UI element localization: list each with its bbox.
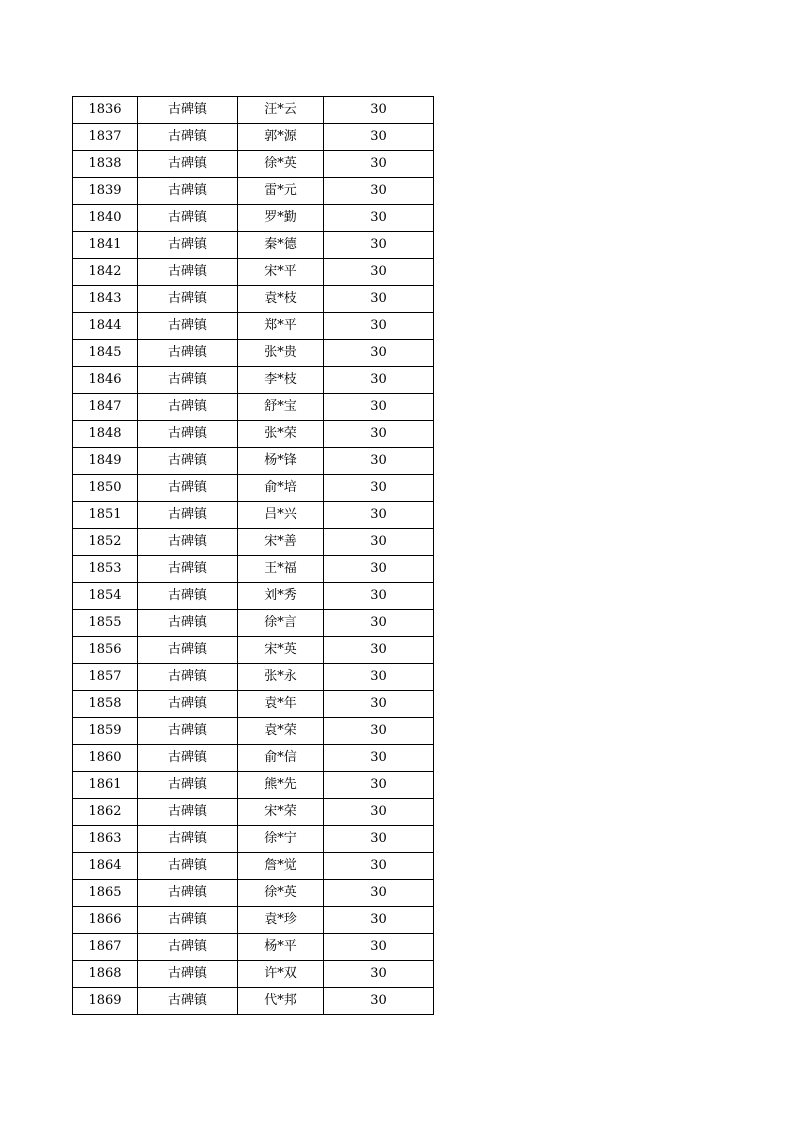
- person-name-cell: 俞*培: [238, 475, 324, 502]
- row-number-cell: 1849: [73, 448, 138, 475]
- town-cell: 古碑镇: [138, 961, 238, 988]
- table-row: [73, 475, 434, 502]
- town-cell: 古碑镇: [138, 259, 238, 286]
- table-row: [73, 718, 434, 745]
- town-cell: 古碑镇: [138, 421, 238, 448]
- town-cell: 古碑镇: [138, 205, 238, 232]
- town-cell: 古碑镇: [138, 475, 238, 502]
- table-row: [73, 502, 434, 529]
- town-cell: 古碑镇: [138, 691, 238, 718]
- town-cell: 古碑镇: [138, 907, 238, 934]
- town-cell: 古碑镇: [138, 799, 238, 826]
- town-cell: 古碑镇: [138, 286, 238, 313]
- amount-cell: 30: [324, 529, 434, 556]
- table-row: [73, 448, 434, 475]
- town-cell: 古碑镇: [138, 853, 238, 880]
- row-number-cell: 1850: [73, 475, 138, 502]
- amount-cell: 30: [324, 124, 434, 151]
- town-cell: 古碑镇: [138, 340, 238, 367]
- town-cell: 古碑镇: [138, 556, 238, 583]
- table-row: [73, 664, 434, 691]
- person-name-cell: 徐*言: [238, 610, 324, 637]
- table-row: [73, 97, 434, 124]
- town-cell: 古碑镇: [138, 718, 238, 745]
- person-name-cell: 刘*秀: [238, 583, 324, 610]
- person-name-cell: 杨*平: [238, 934, 324, 961]
- person-name-cell: 许*双: [238, 961, 324, 988]
- table-row: [73, 907, 434, 934]
- row-number-cell: 1847: [73, 394, 138, 421]
- amount-cell: 30: [324, 421, 434, 448]
- amount-cell: 30: [324, 853, 434, 880]
- row-number-cell: 1856: [73, 637, 138, 664]
- row-number-cell: 1854: [73, 583, 138, 610]
- table-row: [73, 637, 434, 664]
- person-name-cell: 张*荣: [238, 421, 324, 448]
- amount-cell: 30: [324, 97, 434, 124]
- person-name-cell: 袁*枝: [238, 286, 324, 313]
- amount-cell: 30: [324, 637, 434, 664]
- amount-cell: 30: [324, 745, 434, 772]
- town-cell: 古碑镇: [138, 313, 238, 340]
- row-number-cell: 1848: [73, 421, 138, 448]
- town-cell: 古碑镇: [138, 934, 238, 961]
- town-cell: 古碑镇: [138, 394, 238, 421]
- person-name-cell: 袁*荣: [238, 718, 324, 745]
- amount-cell: 30: [324, 367, 434, 394]
- town-cell: 古碑镇: [138, 880, 238, 907]
- row-number-cell: 1866: [73, 907, 138, 934]
- amount-cell: 30: [324, 583, 434, 610]
- amount-cell: 30: [324, 799, 434, 826]
- person-name-cell: 代*邦: [238, 988, 324, 1015]
- roster-table: [72, 96, 434, 1015]
- table-row: [73, 340, 434, 367]
- person-name-cell: 王*福: [238, 556, 324, 583]
- person-name-cell: 宋*荣: [238, 799, 324, 826]
- row-number-cell: 1838: [73, 151, 138, 178]
- person-name-cell: 张*永: [238, 664, 324, 691]
- row-number-cell: 1840: [73, 205, 138, 232]
- table-row: [73, 853, 434, 880]
- amount-cell: 30: [324, 961, 434, 988]
- row-number-cell: 1846: [73, 367, 138, 394]
- town-cell: 古碑镇: [138, 151, 238, 178]
- person-name-cell: 袁*珍: [238, 907, 324, 934]
- amount-cell: 30: [324, 178, 434, 205]
- row-number-cell: 1869: [73, 988, 138, 1015]
- row-number-cell: 1836: [73, 97, 138, 124]
- table-row: [73, 286, 434, 313]
- amount-cell: 30: [324, 394, 434, 421]
- person-name-cell: 徐*英: [238, 880, 324, 907]
- town-cell: 古碑镇: [138, 664, 238, 691]
- person-name-cell: 郑*平: [238, 313, 324, 340]
- table-row: [73, 259, 434, 286]
- table-row: [73, 313, 434, 340]
- row-number-cell: 1839: [73, 178, 138, 205]
- table-row: [73, 205, 434, 232]
- table-row: [73, 529, 434, 556]
- row-number-cell: 1859: [73, 718, 138, 745]
- row-number-cell: 1864: [73, 853, 138, 880]
- amount-cell: 30: [324, 907, 434, 934]
- table-row: [73, 745, 434, 772]
- row-number-cell: 1841: [73, 232, 138, 259]
- row-number-cell: 1867: [73, 934, 138, 961]
- amount-cell: 30: [324, 718, 434, 745]
- amount-cell: 30: [324, 691, 434, 718]
- row-number-cell: 1852: [73, 529, 138, 556]
- town-cell: 古碑镇: [138, 529, 238, 556]
- row-number-cell: 1842: [73, 259, 138, 286]
- town-cell: 古碑镇: [138, 826, 238, 853]
- town-cell: 古碑镇: [138, 367, 238, 394]
- table-row: [73, 151, 434, 178]
- person-name-cell: 张*贵: [238, 340, 324, 367]
- amount-cell: 30: [324, 151, 434, 178]
- town-cell: 古碑镇: [138, 637, 238, 664]
- table-row: [73, 124, 434, 151]
- person-name-cell: 吕*兴: [238, 502, 324, 529]
- table-row: [73, 691, 434, 718]
- person-name-cell: 熊*先: [238, 772, 324, 799]
- person-name-cell: 袁*年: [238, 691, 324, 718]
- table-row: [73, 178, 434, 205]
- amount-cell: 30: [324, 448, 434, 475]
- row-number-cell: 1844: [73, 313, 138, 340]
- person-name-cell: 宋*英: [238, 637, 324, 664]
- row-number-cell: 1862: [73, 799, 138, 826]
- person-name-cell: 罗*勤: [238, 205, 324, 232]
- row-number-cell: 1860: [73, 745, 138, 772]
- row-number-cell: 1845: [73, 340, 138, 367]
- amount-cell: 30: [324, 205, 434, 232]
- person-name-cell: 汪*云: [238, 97, 324, 124]
- town-cell: 古碑镇: [138, 97, 238, 124]
- amount-cell: 30: [324, 988, 434, 1015]
- table-row: [73, 583, 434, 610]
- row-number-cell: 1837: [73, 124, 138, 151]
- table-row: [73, 826, 434, 853]
- town-cell: 古碑镇: [138, 448, 238, 475]
- amount-cell: 30: [324, 475, 434, 502]
- person-name-cell: 舒*宝: [238, 394, 324, 421]
- table-row: [73, 880, 434, 907]
- row-number-cell: 1858: [73, 691, 138, 718]
- amount-cell: 30: [324, 259, 434, 286]
- row-number-cell: 1853: [73, 556, 138, 583]
- amount-cell: 30: [324, 313, 434, 340]
- person-name-cell: 俞*信: [238, 745, 324, 772]
- town-cell: 古碑镇: [138, 745, 238, 772]
- table-row: [73, 961, 434, 988]
- amount-cell: 30: [324, 664, 434, 691]
- person-name-cell: 徐*宁: [238, 826, 324, 853]
- town-cell: 古碑镇: [138, 232, 238, 259]
- amount-cell: 30: [324, 340, 434, 367]
- amount-cell: 30: [324, 934, 434, 961]
- person-name-cell: 杨*锋: [238, 448, 324, 475]
- town-cell: 古碑镇: [138, 502, 238, 529]
- table-row: [73, 232, 434, 259]
- amount-cell: 30: [324, 556, 434, 583]
- amount-cell: 30: [324, 286, 434, 313]
- table-row: [73, 988, 434, 1015]
- table-row: [73, 394, 434, 421]
- table-row: [73, 772, 434, 799]
- town-cell: 古碑镇: [138, 178, 238, 205]
- amount-cell: 30: [324, 610, 434, 637]
- row-number-cell: 1863: [73, 826, 138, 853]
- row-number-cell: 1868: [73, 961, 138, 988]
- row-number-cell: 1857: [73, 664, 138, 691]
- amount-cell: 30: [324, 826, 434, 853]
- person-name-cell: 郭*源: [238, 124, 324, 151]
- person-name-cell: 宋*善: [238, 529, 324, 556]
- person-name-cell: 李*枝: [238, 367, 324, 394]
- amount-cell: 30: [324, 772, 434, 799]
- person-name-cell: 秦*德: [238, 232, 324, 259]
- row-number-cell: 1865: [73, 880, 138, 907]
- town-cell: 古碑镇: [138, 124, 238, 151]
- table-row: [73, 934, 434, 961]
- person-name-cell: 宋*平: [238, 259, 324, 286]
- table-row: [73, 799, 434, 826]
- table-row: [73, 610, 434, 637]
- row-number-cell: 1861: [73, 772, 138, 799]
- row-number-cell: 1855: [73, 610, 138, 637]
- amount-cell: 30: [324, 502, 434, 529]
- town-cell: 古碑镇: [138, 610, 238, 637]
- amount-cell: 30: [324, 880, 434, 907]
- person-name-cell: 徐*英: [238, 151, 324, 178]
- roster-table-body: [73, 97, 434, 1015]
- town-cell: 古碑镇: [138, 583, 238, 610]
- person-name-cell: 詹*觉: [238, 853, 324, 880]
- town-cell: 古碑镇: [138, 772, 238, 799]
- table-row: [73, 421, 434, 448]
- town-cell: 古碑镇: [138, 988, 238, 1015]
- row-number-cell: 1843: [73, 286, 138, 313]
- person-name-cell: 雷*元: [238, 178, 324, 205]
- table-row: [73, 367, 434, 394]
- table-row: [73, 556, 434, 583]
- row-number-cell: 1851: [73, 502, 138, 529]
- amount-cell: 30: [324, 232, 434, 259]
